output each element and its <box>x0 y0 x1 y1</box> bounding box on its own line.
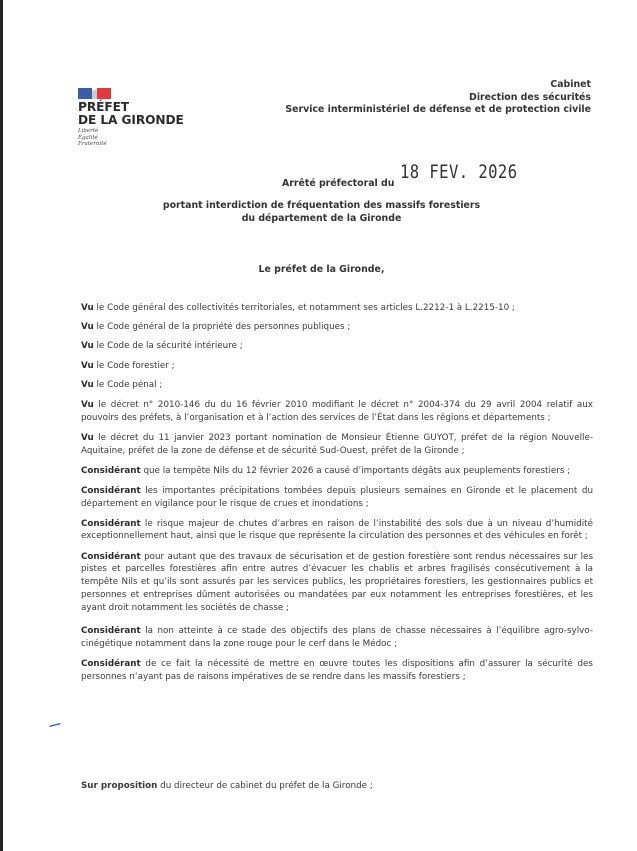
recital-item: Considérant pour autant que des travaux de sécurisation et de gestion forestière sont rendus nécessaires sur les pistes et parcelles forestières afin entre autres d’évacuer les chablis et arbres fragilisés consécutivement à la tempête Nils et qu’ils sont assurés par les services publics, les propriétaires forestiers, les gestionnaires publics et personnes et entreprises dûment autorisées ou mandatées par eux notamment les entreprises forestières, et les ayant droit notamment les sociétés de chasse ; <box>81 551 593 613</box>
proposition-line <box>81 781 373 791</box>
republic-motto <box>78 128 184 148</box>
proposition-text: du directeur de cabinet du préfet de la Gironde ; <box>157 781 373 791</box>
arrete-heading <box>282 161 518 190</box>
recital-item: Vu le décret du 11 janvier 2023 portant nomination de Monsieur Étienne GUYOT, préfet de la région Nouvelle-Aquitaine, préfet de la zone de défense et de sécurité Sud-Ouest, préfet de la Gironde ; <box>81 432 593 456</box>
proposition-keyword: Sur proposition <box>81 781 158 791</box>
recital-item: Considérant de ce fait la nécessité de mettre en œuvre toutes les dispositions afin d’assurer la sécurité des personnes n’ayant pas de raisons impératives de se rendre dans les massifs forestiers ; <box>81 659 593 683</box>
issuing-service <box>285 79 591 117</box>
recital-item: Considérant la non atteinte à ce stade des objectifs des plans de chasse nécessaires à l’équilibre agro-sylvo-cinégétique notamment dans la zone rouge pour le cerf dans le Médoc ; <box>81 626 593 650</box>
service-cabinet: Cabinet <box>550 79 591 90</box>
arrete-label: Arrêté préfectoral du <box>282 178 395 189</box>
recital-item: Considérant les importantes précipitations tombées depuis plusieurs semaines en Gironde et le placement du département en vigilance pour le risque de crues et inondations ; <box>81 485 593 509</box>
recital-item: Vu le décret n° 2010-146 du du 16 février 2010 modifiant le décret n° 2004-374 du 29 avril 2004 relatif aux pouvoirs des préfets, à l’organisation et à l’action des services de l’État dans les régions et départements ; <box>81 399 593 423</box>
motto-fraternite: Fraternité <box>78 141 107 147</box>
logo-title <box>78 101 184 126</box>
prefecture-logo <box>78 88 184 148</box>
recital-item: Vu le Code pénal ; <box>81 379 163 390</box>
recital-item: Vu le Code forestier ; <box>81 360 175 371</box>
logo-title-line1: PRÉFET <box>78 100 130 114</box>
recital-item: Considérant le risque majeur de chutes d’arbres en raison de l’instabilité des sols due à un niveau d’humidité exceptionnellement haut, ainsi que le risque que représente la circulation des personnes et des véhicules en forêt ; <box>81 518 593 542</box>
recital-item: Vu le Code général de la propriété des personnes publiques ; <box>81 322 351 333</box>
logo-title-line2: DE LA GIRONDE <box>78 112 184 127</box>
service-direction: Direction des sécurités <box>469 91 591 103</box>
subject-line1: portant interdiction de fréquentation des massifs forestiers <box>162 200 481 211</box>
recitals <box>81 302 593 684</box>
pen-tick-mark-icon <box>49 723 61 727</box>
motto-liberte: Liberté <box>78 128 99 134</box>
marianne-flag-icon <box>78 88 111 99</box>
recital-item: Considérant que la tempête Nils du 12 février 2026 a causé d’importants dégâts aux peuplements forestiers ; <box>81 465 571 476</box>
issuer-heading: Le préfet de la Gironde, <box>258 264 385 275</box>
document-page <box>3 0 637 851</box>
date-stamp: 18 FEV. 2026 <box>400 161 518 183</box>
arrete-subject <box>3 200 637 225</box>
recital-item: Vu le Code de la sécurité intérieure ; <box>81 341 243 352</box>
motto-egalite: Égalité <box>78 134 98 141</box>
subject-line2: du département de la Gironde <box>241 212 402 224</box>
recital-item: Vu le Code général des collectivités territoriales, et notamment ses articles L.2212-1 à L.2215-10 ; <box>81 303 515 313</box>
service-sidpc: Service interministériel de défense et de protection civile <box>285 104 591 115</box>
